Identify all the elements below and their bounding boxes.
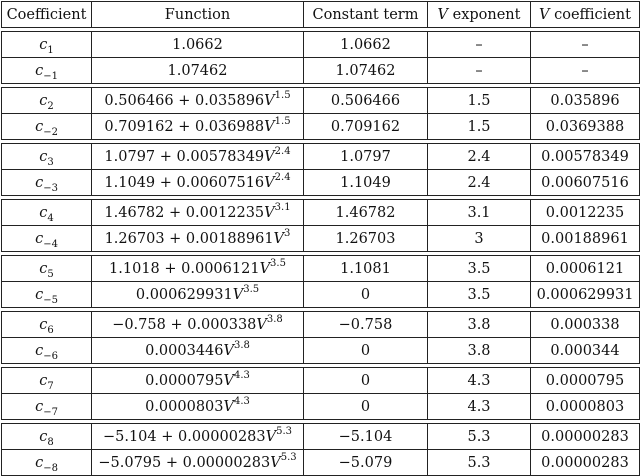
coefficient-symbol: c: [39, 428, 48, 445]
function-v-exponent: 2.4: [274, 171, 291, 183]
function-cell: [92, 144, 304, 170]
v-exponent-cell: –: [428, 32, 531, 58]
function-cell: [92, 200, 304, 226]
table-row: [2, 88, 640, 114]
v-coefficient-cell: 0.00000283: [531, 424, 640, 450]
coefficient-index: −8: [43, 462, 58, 474]
constant-term-cell: 1.26703: [304, 226, 428, 252]
function-cell: [92, 368, 304, 394]
function-cell: [92, 338, 304, 364]
coefficient-symbol: c: [39, 36, 48, 53]
constant-term-cell: −0.758: [304, 312, 428, 338]
coefficient-index: 1: [47, 44, 54, 56]
coefficient-cell: [2, 282, 92, 308]
function-v-exponent: 2.4: [274, 145, 291, 157]
coefficient-symbol: c: [35, 286, 44, 303]
function-expression: 1.1018 + 0.0006121: [109, 260, 260, 277]
function-expression: 0.709162 + 0.036988: [104, 118, 265, 135]
header-v-symbol: V: [437, 6, 448, 23]
function-v-exponent: 5.3: [280, 451, 297, 463]
function-cell: [92, 394, 304, 420]
constant-term-cell: 0: [304, 338, 428, 364]
function-expression: −5.104 + 0.00000283: [102, 428, 266, 445]
table-row: [2, 144, 640, 170]
coefficient-cell: [2, 114, 92, 140]
function-expression: 1.0797 + 0.00578349: [104, 148, 265, 165]
v-coefficient-cell: –: [531, 58, 640, 84]
function-v-symbol: V: [232, 286, 244, 303]
function-expression: −5.0795 + 0.00000283: [98, 454, 271, 471]
constant-term-cell: 0.709162: [304, 114, 428, 140]
coefficient-cell: [2, 58, 92, 84]
v-coefficient-cell: 0.0369388: [531, 114, 640, 140]
coefficient-cell: [2, 312, 92, 338]
coefficient-index: 7: [47, 380, 54, 392]
function-cell: [92, 58, 304, 84]
function-expression: 1.46782 + 0.0012235: [104, 204, 265, 221]
coefficient-cell: [2, 144, 92, 170]
table-row: [2, 282, 640, 308]
function-v-symbol: V: [256, 316, 267, 333]
coefficient-index: −4: [43, 238, 58, 250]
table-row: [2, 338, 640, 364]
v-coefficient-cell: 0.000629931: [531, 282, 640, 308]
function-expression: 0.0000803: [145, 398, 224, 415]
function-expression: 1.1049 + 0.00607516: [104, 174, 265, 191]
function-cell: [92, 88, 304, 114]
table-row: [2, 58, 640, 84]
function-v-symbol: V: [259, 260, 271, 277]
v-coefficient-cell: 0.00000283: [531, 450, 640, 476]
coefficient-cell: [2, 450, 92, 476]
function-v-symbol: V: [223, 342, 234, 359]
function-v-exponent: 4.3: [234, 369, 250, 381]
coefficient-index: 5: [47, 268, 54, 280]
table-row: [2, 424, 640, 450]
coefficient-index: −6: [43, 350, 58, 362]
constant-term-cell: −5.104: [304, 424, 428, 450]
coefficient-index: 3: [47, 156, 54, 168]
coefficient-symbol: c: [35, 342, 44, 359]
coefficient-symbol: c: [35, 118, 44, 135]
coefficient-cell: [2, 32, 92, 58]
v-exponent-cell: 4.3: [428, 368, 531, 394]
header-coefficient: Coefficient: [2, 2, 92, 28]
coefficient-cell: [2, 88, 92, 114]
coefficient-symbol: c: [35, 230, 44, 247]
function-v-exponent: 3.8: [234, 339, 250, 351]
v-exponent-cell: –: [428, 58, 531, 84]
v-coefficient-cell: 0.0000795: [531, 368, 640, 394]
table-body: [2, 28, 640, 476]
coefficient-index: 8: [47, 436, 54, 448]
header-constant-term: Constant term: [304, 2, 428, 28]
coefficient-cell: [2, 338, 92, 364]
function-cell: [92, 256, 304, 282]
table-row: [2, 312, 640, 338]
function-v-symbol: V: [223, 398, 234, 415]
v-coefficient-cell: 0.000338: [531, 312, 640, 338]
coefficient-index: 2: [47, 100, 54, 112]
table-row: [2, 394, 640, 420]
v-exponent-cell: 3.8: [428, 312, 531, 338]
function-expression: 0.0003446: [145, 342, 224, 359]
coefficient-cell: [2, 424, 92, 450]
function-expression: 0.506466 + 0.035896: [104, 92, 265, 109]
coefficient-symbol: c: [39, 372, 48, 389]
constant-term-cell: 0.506466: [304, 88, 428, 114]
constant-term-cell: 0: [304, 394, 428, 420]
table-row: [2, 256, 640, 282]
coefficient-symbol: c: [39, 316, 48, 333]
constant-term-cell: 1.07462: [304, 58, 428, 84]
v-exponent-cell: 5.3: [428, 424, 531, 450]
function-cell: [92, 114, 304, 140]
v-exponent-cell: 3.1: [428, 200, 531, 226]
v-coefficient-cell: 0.00607516: [531, 170, 640, 196]
function-v-exponent: 3.5: [243, 283, 260, 295]
header-coefficient-label: coefficient: [549, 6, 631, 23]
header-exponent-label: exponent: [448, 6, 521, 23]
v-exponent-cell: 5.3: [428, 450, 531, 476]
header-row: [2, 2, 640, 28]
function-cell: [92, 450, 304, 476]
coefficient-index: −1: [43, 70, 58, 82]
function-cell: [92, 32, 304, 58]
coefficient-index: −2: [43, 126, 58, 138]
function-expression: −0.758 + 0.000338: [112, 316, 257, 333]
constant-term-cell: −5.079: [304, 450, 428, 476]
coefficient-symbol: c: [35, 398, 44, 415]
function-v-exponent: 1.5: [274, 89, 291, 101]
constant-term-cell: 0: [304, 368, 428, 394]
function-v-symbol: V: [264, 92, 275, 109]
constant-term-cell: 0: [304, 282, 428, 308]
v-coefficient-cell: 0.0006121: [531, 256, 640, 282]
v-exponent-cell: 3.8: [428, 338, 531, 364]
coefficient-cell: [2, 256, 92, 282]
function-cell: [92, 312, 304, 338]
function-v-exponent: 3.5: [270, 257, 286, 269]
coefficient-index: −5: [43, 294, 58, 306]
function-cell: [92, 170, 304, 196]
coefficient-index: 4: [47, 212, 54, 224]
coefficient-cell: [2, 368, 92, 394]
coefficient-index: −7: [43, 406, 58, 418]
coefficient-index: −3: [43, 182, 58, 194]
function-v-exponent: 3.1: [274, 201, 291, 213]
function-cell: [92, 282, 304, 308]
table-row: [2, 170, 640, 196]
table-row: [2, 368, 640, 394]
function-v-exponent: 1.5: [274, 115, 291, 127]
function-cell: [92, 226, 304, 252]
constant-term-cell: 1.1081: [304, 256, 428, 282]
v-exponent-cell: 3.5: [428, 282, 531, 308]
table-row: [2, 226, 640, 252]
function-expression: 1.0662: [172, 36, 223, 53]
coefficient-cell: [2, 394, 92, 420]
constant-term-cell: 1.1049: [304, 170, 428, 196]
function-v-symbol: V: [265, 428, 277, 445]
function-v-symbol: V: [264, 204, 275, 221]
function-v-symbol: V: [264, 174, 275, 191]
function-v-exponent: 3.8: [266, 313, 283, 325]
table-row: [2, 32, 640, 58]
coefficient-symbol: c: [35, 454, 44, 471]
v-coefficient-cell: 0.0000803: [531, 394, 640, 420]
coefficient-table: [1, 1, 640, 476]
function-expression: 1.07462: [167, 62, 228, 79]
v-coefficient-cell: 0.00188961: [531, 226, 640, 252]
function-v-symbol: V: [273, 230, 285, 247]
function-v-exponent: 5.3: [276, 425, 293, 437]
table-row: [2, 200, 640, 226]
v-coefficient-cell: 0.000344: [531, 338, 640, 364]
v-exponent-cell: 3: [428, 226, 531, 252]
v-exponent-cell: 2.4: [428, 144, 531, 170]
v-exponent-cell: 1.5: [428, 88, 531, 114]
function-v-exponent: 4.3: [234, 395, 250, 407]
v-coefficient-cell: –: [531, 32, 640, 58]
function-cell: [92, 424, 304, 450]
table-row: [2, 450, 640, 476]
coefficient-index: 6: [47, 324, 54, 336]
function-v-symbol: V: [264, 148, 275, 165]
table-row: [2, 114, 640, 140]
header-function: Function: [92, 2, 304, 28]
function-expression: 0.0000795: [145, 372, 224, 389]
v-coefficient-cell: 0.035896: [531, 88, 640, 114]
function-v-symbol: V: [223, 372, 234, 389]
coefficient-symbol: c: [39, 92, 48, 109]
v-exponent-cell: 3.5: [428, 256, 531, 282]
coefficient-cell: [2, 226, 92, 252]
coefficient-symbol: c: [39, 148, 48, 165]
v-exponent-cell: 1.5: [428, 114, 531, 140]
coefficient-cell: [2, 170, 92, 196]
function-v-symbol: V: [264, 118, 275, 135]
header-v-symbol: V: [539, 6, 550, 23]
header-v-exponent: [428, 2, 531, 28]
header-v-coefficient: [531, 2, 640, 28]
function-v-exponent: 3: [284, 227, 291, 239]
coefficient-symbol: c: [35, 174, 44, 191]
constant-term-cell: 1.0797: [304, 144, 428, 170]
function-v-symbol: V: [270, 454, 281, 471]
v-coefficient-cell: 0.0012235: [531, 200, 640, 226]
function-expression: 1.26703 + 0.00188961: [104, 230, 274, 247]
v-coefficient-cell: 0.00578349: [531, 144, 640, 170]
coefficient-symbol: c: [39, 204, 48, 221]
coefficient-cell: [2, 200, 92, 226]
v-exponent-cell: 2.4: [428, 170, 531, 196]
constant-term-cell: 1.0662: [304, 32, 428, 58]
v-exponent-cell: 4.3: [428, 394, 531, 420]
coefficient-table-container: [1, 1, 639, 476]
coefficient-symbol: c: [35, 62, 44, 79]
function-expression: 0.000629931: [135, 286, 233, 303]
coefficient-symbol: c: [39, 260, 48, 277]
constant-term-cell: 1.46782: [304, 200, 428, 226]
